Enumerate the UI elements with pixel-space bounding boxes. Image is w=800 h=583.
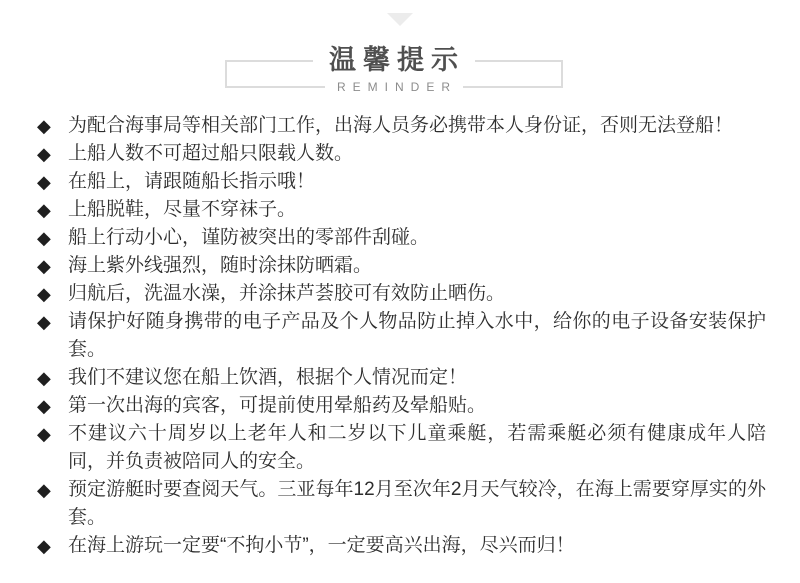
reminder-text: 归航后，洗温水澡，并涂抹芦荟胶可有效防止晒伤。 (68, 283, 506, 304)
diamond-bullet-icon: ◆ (37, 284, 51, 304)
reminder-list (0, 112, 800, 560)
diamond-bullet-icon: ◆ (37, 200, 51, 220)
diamond-bullet-icon: ◆ (37, 396, 51, 416)
reminder-text: 上船人数不可超过船只限载人数。 (68, 143, 354, 164)
page-title: 温馨提示 (313, 44, 475, 76)
chevron-down-icon (387, 13, 413, 26)
reminder-text: 为配合海事局等相关部门工作，出海人员务必携带本人身份证，否则无法登船！ (68, 115, 734, 136)
diamond-bullet-icon: ◆ (37, 144, 51, 164)
header-title-box (225, 45, 563, 94)
list-item (0, 280, 800, 308)
page-subtitle: REMINDER (325, 79, 463, 95)
list-item (0, 532, 800, 560)
diamond-bullet-icon: ◆ (37, 116, 51, 136)
list-item (0, 392, 800, 420)
list-item (0, 476, 800, 532)
diamond-bullet-icon: ◆ (37, 312, 51, 332)
reminder-text: 在船上，请跟随船长指示哦！ (68, 171, 316, 192)
list-item (0, 364, 800, 392)
reminder-text: 船上行动小心，谨防被突出的零部件刮碰。 (68, 227, 430, 248)
list-item (0, 196, 800, 224)
diamond-bullet-icon: ◆ (37, 368, 51, 388)
list-item (0, 420, 800, 476)
list-item (0, 252, 800, 280)
diamond-bullet-icon: ◆ (37, 536, 51, 556)
reminder-text: 我们不建议您在船上饮酒，根据个人情况而定！ (68, 367, 468, 388)
reminder-text: 海上紫外线强烈，随时涂抹防晒霜。 (68, 255, 373, 276)
diamond-bullet-icon: ◆ (37, 256, 51, 276)
reminder-text: 在海上游玩一定要“不拘小节”，一定要高兴出海，尽兴而归！ (68, 535, 575, 556)
diamond-bullet-icon: ◆ (37, 424, 51, 444)
list-item (0, 308, 800, 364)
diamond-bullet-icon: ◆ (37, 228, 51, 248)
list-item (0, 224, 800, 252)
reminder-text: 预定游艇时要查阅天气。三亚每年12月至次年2月天气较冷，在海上需要穿厚实的外套。 (68, 479, 766, 528)
reminder-text: 上船脱鞋，尽量不穿袜子。 (68, 199, 297, 220)
list-item (0, 140, 800, 168)
reminder-text: 请保护好随身携带的电子产品及个人物品防止掉入水中，给你的电子设备安装保护套。 (68, 311, 766, 360)
list-item (0, 112, 800, 140)
reminder-text: 不建议六十周岁以上老年人和二岁以下儿童乘艇，若需乘艇必须有健康成年人陪同，并负责被陪同人的安全。 (68, 423, 766, 472)
diamond-bullet-icon: ◆ (37, 480, 51, 500)
diamond-bullet-icon: ◆ (37, 172, 51, 192)
reminder-text: 第一次出海的宾客，可提前使用晕船药及晕船贴。 (68, 395, 487, 416)
list-item (0, 168, 800, 196)
